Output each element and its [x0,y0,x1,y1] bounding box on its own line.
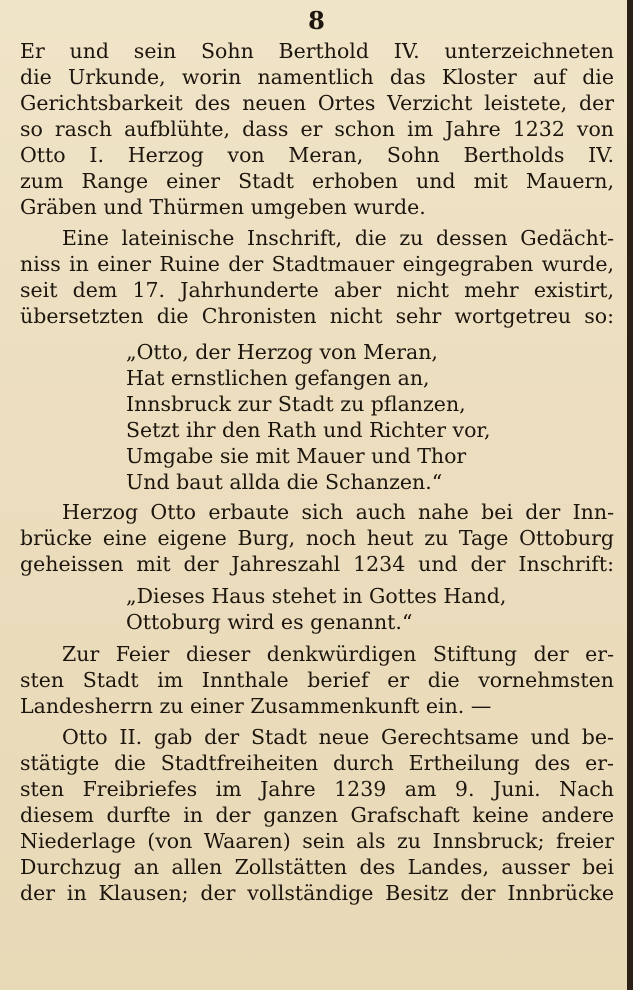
text-line: der in Klausen; der vollständige Besitz der Innbrücke [20,881,614,905]
text-line: Herzog Otto erbaute sich auch nahe bei der Inn- [62,500,614,524]
verse-line: Ottoburg wird es genannt.“ [126,610,413,634]
verse-line: Setzt ihr den Rath und Richter vor, [126,418,491,442]
page-edge-shadow [627,0,633,990]
text-line: Landesherrn zu einer Zusammenkunft ein. — [20,694,492,718]
text-line: niss in einer Ruine der Stadtmauer eingegraben wurde, [20,252,614,276]
verse-line: „Dieses Haus stehet in Gottes Hand, [126,584,507,608]
text-line: Niederlage (von Waaren) sein als zu Innsbruck; freier [20,829,614,853]
text-line: brücke eine eigene Burg, noch heut zu Tage Ottoburg [20,526,614,550]
text-line: Er und sein Sohn Berthold IV. unterzeichneten [20,39,614,63]
text-line: Otto II. gab der Stadt neue Gerechtsame und be- [62,725,614,749]
text-line: Gräben und Thürmen umgeben wurde. [20,195,426,219]
text-line: seit dem 17. Jahrhunderte aber nicht mehr existirt, [20,278,614,302]
page-number: 8 [308,6,325,35]
text-line: stätigte die Stadtfreiheiten durch Ertheilung des er- [20,751,614,775]
verse-line: Umgabe sie mit Mauer und Thor [126,444,467,468]
text-line: diesem durfte in der ganzen Grafschaft keine andere [20,803,614,827]
text-line: Gerichtsbarkeit des neuen Ortes Verzicht leistete, der [20,91,614,115]
verse-line: Und baut allda die Schanzen.“ [126,470,443,494]
text-line: Otto I. Herzog von Meran, Sohn Bertholds IV. [20,143,614,167]
text-line: sten Freibriefes im Jahre 1239 am 9. Juni. Nach [20,777,614,801]
text-line: übersetzten die Chronisten nicht sehr wortgetreu so: [20,304,614,328]
text-line: zum Range einer Stadt erhoben und mit Mauern, [20,169,614,193]
text-line: Durchzug an allen Zollstätten des Landes, ausser bei [20,855,614,879]
text-line: sten Stadt im Innthale berief er die vornehmsten [20,668,614,692]
text-line: geheissen mit der Jahreszahl 1234 und der Inschrift: [20,552,614,576]
verse-line: „Otto, der Herzog von Meran, [126,340,438,364]
text-line: Eine lateinische Inschrift, die zu dessen Gedächt- [62,226,614,250]
text-line: so rasch aufblühte, dass er schon im Jahre 1232 von [20,117,614,141]
verse-line: Hat ernstlichen gefangen an, [126,366,430,390]
verse-line: Innsbruck zur Stadt zu pflanzen, [126,392,466,416]
text-line: die Urkunde, worin namentlich das Kloster auf die [20,65,614,89]
text-line: Zur Feier dieser denkwürdigen Stiftung der er- [62,642,614,666]
